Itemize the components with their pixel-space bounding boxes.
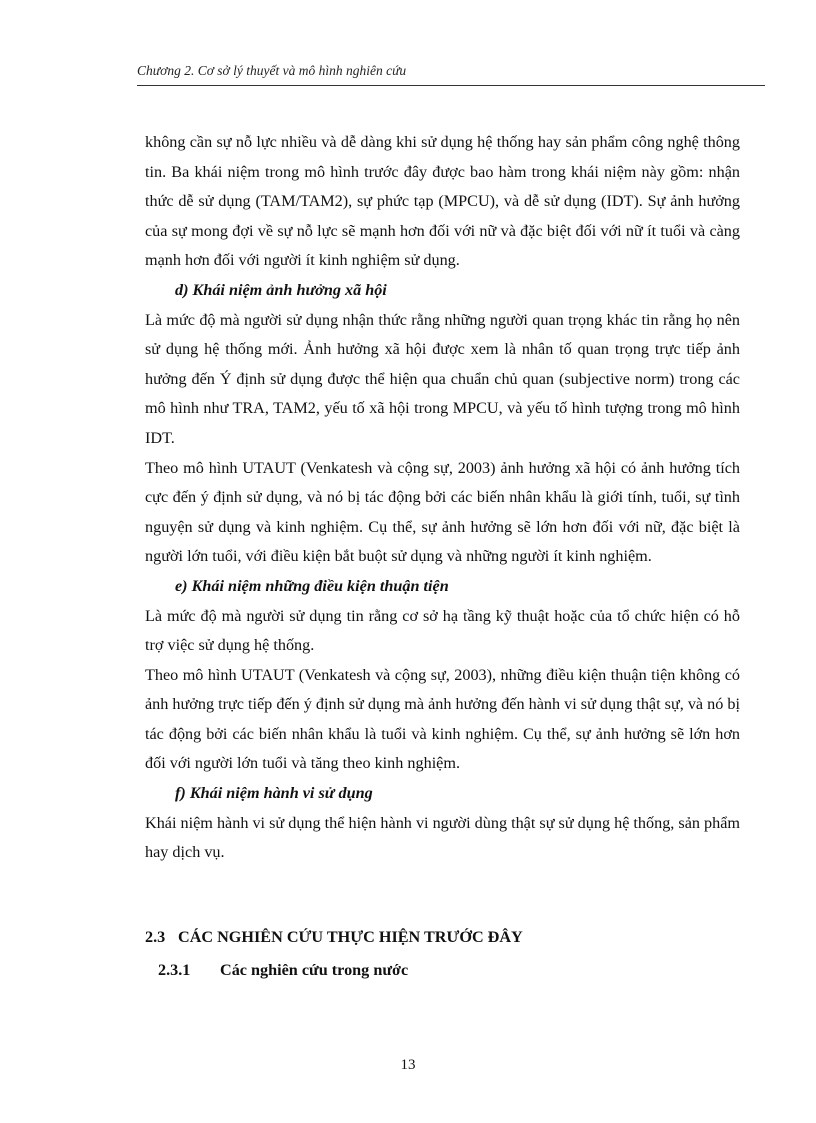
- paragraph-use-behavior: Khái niệm hành vi sử dụng thể hiện hành vi người dùng thật sự sử dụng hệ thống, sản phẩm hay dịch vụ.: [145, 813, 740, 862]
- section-number: 2.3: [145, 928, 166, 946]
- paragraph-social-influence-utaut: Theo mô hình UTAUT (Venkatesh và cộng sự, 2003) ảnh hưởng xã hội có ảnh hưởng tích cực đến ý định sử dụng, và nó bị tác động bởi các biến nhân khẩu là giới tính, tuổi, sự tình nguyện sử dụng và kinh nghiệm. Cụ thể, sự ảnh hưởng sẽ lớn hơn đối với nữ, đặc biệt là người lớn tuổi, với điều kiện bắt buột sử dụng và những người ít kinh nghiệm.: [145, 458, 740, 566]
- paragraph-facilitating-conditions-utaut: Theo mô hình UTAUT (Venkatesh và cộng sự, 2003), những điều kiện thuận tiện không có ảnh hưởng trực tiếp đến ý định sử dụng mà ảnh hưởng đến hành vi sử dụng thật sự, và nó bị tác động bởi các biến nhân khẩu là tuổi và kinh nghiệm. Cụ thể, sự ảnh hưởng sẽ lớn hơn đối với người lớn tuổi và tăng theo kinh nghiệm.: [145, 665, 740, 773]
- paragraph-social-influence-definition: Là mức độ mà người sử dụng nhận thức rằng những người quan trọng khác tin rằng họ nên sử dụng hệ thống mới. Ảnh hưởng xã hội được xem là nhân tố quan trọng trực tiếp ảnh hưởng đến Ý định sử dụng được thể hiện qua chuẩn chủ quan (subjective norm) trong các mô hình như TRA, TAM2, yếu tố xã hội trong MPCU, và yếu tố hình tượng trong mô hình IDT.: [145, 310, 740, 447]
- page-header: [137, 62, 765, 80]
- header-rule: [137, 85, 765, 86]
- body-text: [145, 128, 740, 868]
- page-number: 13: [400, 1057, 416, 1073]
- paragraph-facilitating-conditions-definition: Là mức độ mà người sử dụng tin rằng cơ sở hạ tầng kỹ thuật hoặc của tổ chức hiện có hỗ trợ việc sử dụng hệ thống.: [145, 606, 740, 655]
- subsection-title: Các nghiên cứu trong nước: [220, 961, 409, 979]
- subsection-number: 2.3.1: [158, 961, 191, 979]
- heading-facilitating-conditions: e) Khái niệm những điều kiện thuận tiện: [175, 576, 449, 595]
- heading-social-influence: d) Khái niệm ảnh hưởng xã hội: [175, 280, 387, 299]
- section-title: CÁC NGHIÊN CỨU THỰC HIỆN TRƯỚC ĐÂY: [178, 928, 523, 946]
- subsection-heading: [158, 958, 408, 982]
- running-title: Chương 2. Cơ sở lý thuyết và mô hình nghiên cứu: [137, 63, 407, 78]
- section-heading: [145, 925, 523, 949]
- paragraph-effort-expectancy: không cần sự nỗ lực nhiều và dễ dàng khi sử dụng hệ thống hay sản phẩm công nghệ thông tin. Ba khái niệm trong mô hình trước đây được bao hàm trong khái niệm này gồm: nhận thức dễ sử dụng (TAM/TAM2), sự phức tạp (MPCU), và dễ sử dụng (IDT). Sự ảnh hưởng của sự mong đợi về sự nỗ lực sẽ mạnh hơn đối với nữ và đặc biệt đối với nữ ít tuổi và càng mạnh hơn đối với người ít kinh nghiệm sử dụng.: [145, 133, 740, 270]
- heading-use-behavior: f) Khái niệm hành vi sử dụng: [175, 784, 373, 803]
